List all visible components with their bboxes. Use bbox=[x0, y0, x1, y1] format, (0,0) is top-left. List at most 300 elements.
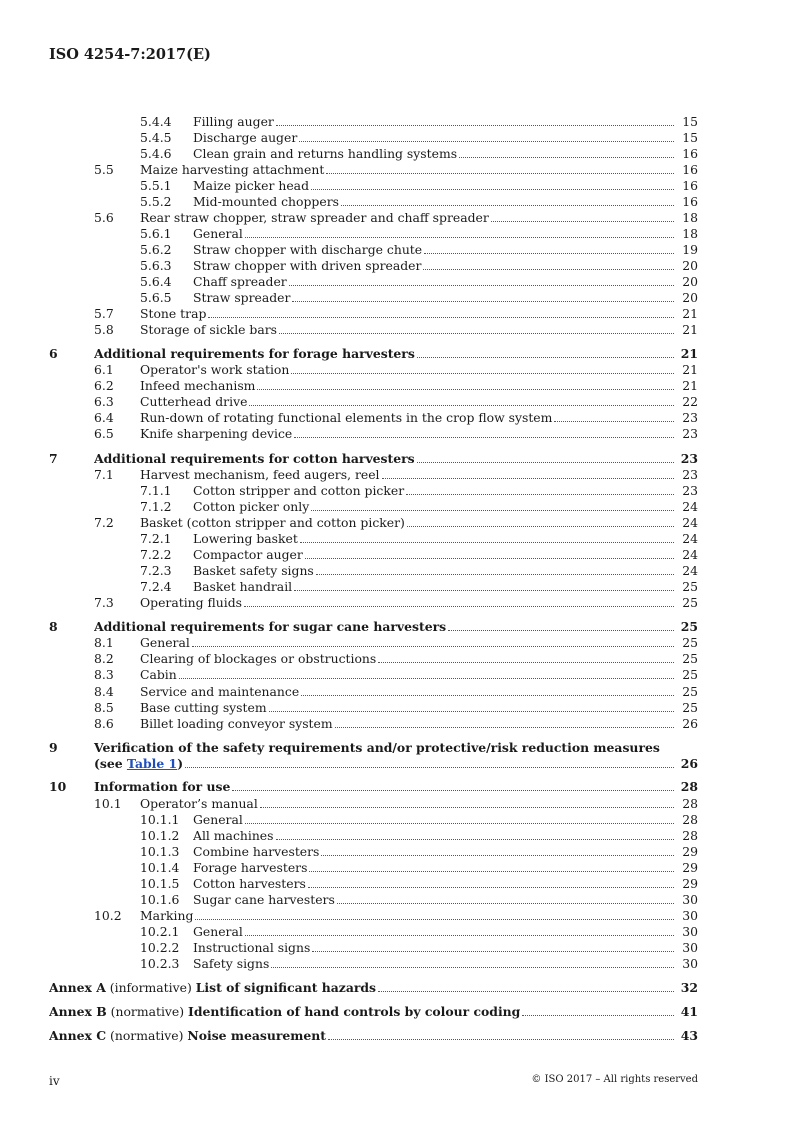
toc-entry-number: 10.2.3 bbox=[140, 956, 180, 971]
dot-leader bbox=[326, 173, 674, 174]
toc-entry-page: 25 bbox=[682, 667, 698, 682]
toc-entry-number: 5.6.4 bbox=[140, 274, 172, 289]
toc-entry[interactable] bbox=[0, 908, 793, 924]
toc-entry-page: 23 bbox=[682, 467, 698, 482]
toc-entry-section-9-cont[interactable] bbox=[0, 756, 793, 772]
toc-entry-leader bbox=[140, 467, 698, 483]
toc-entry[interactable] bbox=[0, 892, 793, 908]
dot-leader bbox=[299, 141, 674, 142]
toc-entry-title: Mid-mounted choppers bbox=[193, 194, 339, 209]
toc-entry[interactable] bbox=[0, 595, 793, 611]
toc-entry-leader bbox=[140, 210, 698, 226]
toc-entry-page: 24 bbox=[682, 499, 698, 514]
toc-entry-title bbox=[49, 980, 376, 996]
toc-entry-page: 20 bbox=[682, 258, 698, 273]
toc-entry-title: Straw chopper with discharge chute bbox=[193, 242, 423, 257]
toc-entry-number: 7.1.1 bbox=[140, 483, 172, 498]
dot-leader bbox=[245, 823, 674, 824]
dot-leader bbox=[378, 662, 674, 663]
toc-entry-number: 5.5.2 bbox=[140, 194, 172, 209]
toc-entry-page: 15 bbox=[682, 130, 698, 145]
toc-entry[interactable] bbox=[0, 844, 793, 860]
toc-entry[interactable] bbox=[0, 812, 793, 828]
toc-entry-number: 6.5 bbox=[94, 426, 114, 441]
toc-entry[interactable] bbox=[0, 258, 793, 274]
dot-leader bbox=[260, 807, 674, 808]
toc-entry-number: 5.4.4 bbox=[140, 114, 172, 129]
toc-entry-number: 6 bbox=[49, 346, 58, 361]
toc-entry-title: Run-down of rotating functional elements in the crop flow system bbox=[140, 410, 553, 425]
toc-entry-number: 10.1.5 bbox=[140, 876, 180, 891]
toc-entry[interactable] bbox=[0, 619, 793, 635]
toc-entry-title: Cabin bbox=[140, 667, 177, 682]
toc-entry[interactable] bbox=[0, 515, 793, 531]
toc-entry-leader bbox=[193, 499, 698, 515]
toc-entry-title: (see Table 1) bbox=[94, 756, 184, 771]
toc-entry-leader bbox=[140, 162, 698, 178]
toc-entry[interactable] bbox=[0, 426, 793, 442]
toc-entry-leader bbox=[49, 980, 698, 996]
dot-leader bbox=[382, 478, 674, 479]
dot-leader bbox=[341, 205, 674, 206]
dot-leader bbox=[309, 871, 674, 872]
toc-entry-number: 8 bbox=[49, 619, 58, 634]
toc-entry-number: 8.1 bbox=[94, 635, 114, 650]
toc-entry-title: General bbox=[140, 635, 190, 650]
toc-entry-title: Clean grain and returns handling systems bbox=[193, 146, 458, 161]
toc-entry-title: Storage of sickle bars bbox=[140, 322, 278, 337]
toc-entry-number: 10.2 bbox=[94, 908, 122, 923]
annex-type: (normative) bbox=[106, 1004, 189, 1019]
toc-entry-title: Base cutting system bbox=[140, 700, 267, 715]
toc-entry-page: 21 bbox=[680, 346, 698, 361]
toc-entry[interactable] bbox=[0, 114, 793, 130]
toc-entry-leader bbox=[140, 635, 698, 651]
toc-entry[interactable] bbox=[0, 290, 793, 306]
toc-annex-entry[interactable] bbox=[0, 1028, 793, 1044]
dot-leader bbox=[291, 373, 674, 374]
toc-entry-title: Verification of the safety requirements and/or protective/risk reduction measures bbox=[94, 740, 660, 755]
toc-entry-title bbox=[49, 1004, 520, 1020]
dot-leader bbox=[311, 510, 674, 511]
toc-entry-number: 6.2 bbox=[94, 378, 114, 393]
annex-type: (informative) bbox=[105, 980, 196, 995]
dot-leader bbox=[522, 1015, 674, 1016]
toc-entry-title: Marking bbox=[140, 908, 194, 923]
dot-leader bbox=[289, 285, 674, 286]
dot-leader bbox=[208, 317, 674, 318]
toc-entry-number: 8.5 bbox=[94, 700, 114, 715]
toc-entry-leader bbox=[193, 114, 698, 130]
toc-entry-page: 16 bbox=[682, 194, 698, 209]
toc-entry-leader bbox=[140, 700, 698, 716]
toc-entry-number: 6.1 bbox=[94, 362, 114, 377]
dot-leader bbox=[276, 125, 674, 126]
toc-entry-leader bbox=[193, 844, 698, 860]
toc-entry-leader bbox=[193, 178, 698, 194]
copyright-notice: © ISO 2017 – All rights reserved bbox=[531, 1074, 698, 1085]
dot-leader bbox=[312, 951, 674, 952]
toc-entry[interactable] bbox=[0, 194, 793, 210]
toc-entry-leader bbox=[193, 579, 698, 595]
toc-entry-page: 15 bbox=[682, 114, 698, 129]
toc-entry[interactable] bbox=[0, 579, 793, 595]
toc-entry-page: 25 bbox=[682, 595, 698, 610]
toc-entry-title: Knife sharpening device bbox=[140, 426, 293, 441]
toc-entry[interactable] bbox=[0, 394, 793, 410]
dot-leader bbox=[195, 919, 674, 920]
toc-entry-number: 6.4 bbox=[94, 410, 114, 425]
toc-entry-number: 5.8 bbox=[94, 322, 114, 337]
toc-entry-title: Operator’s manual bbox=[140, 796, 258, 811]
toc-entry-title: Basket (cotton stripper and cotton picker) bbox=[140, 515, 405, 530]
toc-entry-number: 10.1.2 bbox=[140, 828, 180, 843]
toc-entry[interactable] bbox=[0, 828, 793, 844]
toc-entry-leader bbox=[193, 876, 698, 892]
dot-leader bbox=[311, 189, 674, 190]
toc-entry-page: 25 bbox=[682, 579, 698, 594]
toc-entry[interactable] bbox=[0, 700, 793, 716]
toc-entry-page: 25 bbox=[682, 651, 698, 666]
toc-entry-title: General bbox=[193, 924, 243, 939]
toc-entry-leader bbox=[49, 1004, 698, 1020]
toc-entry-title: Additional requirements for cotton harvesters bbox=[94, 451, 415, 466]
dot-leader bbox=[378, 991, 674, 992]
toc-entry[interactable] bbox=[0, 483, 793, 499]
toc-entry[interactable] bbox=[0, 860, 793, 876]
toc-entry-title: Additional requirements for sugar cane harvesters bbox=[94, 619, 447, 634]
toc-entry-page: 18 bbox=[682, 210, 698, 225]
toc-entry-page: 19 bbox=[682, 242, 698, 257]
toc-entry-title: General bbox=[193, 226, 243, 241]
toc-entry-number: 7.2.2 bbox=[140, 547, 172, 562]
annex-title: Identification of hand controls by colour coding bbox=[188, 1004, 521, 1019]
toc-entry[interactable] bbox=[0, 346, 793, 362]
dot-leader bbox=[232, 790, 674, 791]
toc-entry-leader bbox=[140, 306, 698, 322]
toc-entry[interactable] bbox=[0, 499, 793, 515]
toc-entry-leader bbox=[140, 908, 698, 924]
dot-leader bbox=[294, 437, 674, 438]
toc-entry-number: 10.1.6 bbox=[140, 892, 180, 907]
annex-title: List of significant hazards bbox=[195, 980, 377, 995]
toc-entry[interactable] bbox=[0, 410, 793, 426]
toc-entry[interactable] bbox=[0, 547, 793, 563]
toc-entry-leader bbox=[140, 378, 698, 394]
toc-entry-page: 30 bbox=[682, 908, 698, 923]
toc-entry[interactable] bbox=[0, 924, 793, 940]
toc-entry-title: All machines bbox=[193, 828, 274, 843]
toc-entry-leader bbox=[193, 547, 698, 563]
toc-entry-leader bbox=[193, 892, 698, 908]
toc-entry-page: 25 bbox=[682, 700, 698, 715]
toc-entry[interactable] bbox=[0, 563, 793, 579]
dot-leader bbox=[257, 389, 674, 390]
toc-entry-title: Information for use bbox=[94, 779, 231, 794]
toc-entry[interactable] bbox=[0, 210, 793, 226]
toc-entry[interactable] bbox=[0, 779, 793, 795]
toc-entry-leader bbox=[193, 860, 698, 876]
toc-entry-leader bbox=[49, 1028, 698, 1044]
dot-leader bbox=[279, 333, 674, 334]
annex-label: Annex B bbox=[49, 1004, 107, 1019]
dot-leader bbox=[316, 574, 674, 575]
toc-entry-leader bbox=[140, 667, 698, 683]
table-1-link[interactable]: Table 1 bbox=[126, 756, 178, 771]
dot-leader bbox=[292, 301, 674, 302]
toc-entry-page: 43 bbox=[680, 1028, 698, 1043]
toc-entry-number: 8.6 bbox=[94, 716, 114, 731]
document-id-header: ISO 4254-7:2017(E) bbox=[49, 46, 211, 63]
toc-entry-title: Straw spreader bbox=[193, 290, 291, 305]
dot-leader bbox=[185, 767, 674, 768]
toc-entry-page: 16 bbox=[682, 178, 698, 193]
toc-entry-number: 5.6.5 bbox=[140, 290, 172, 305]
toc-entry-title: Instructional signs bbox=[193, 940, 311, 955]
toc-entry-number: 7.2.4 bbox=[140, 579, 172, 594]
toc-entry[interactable] bbox=[0, 130, 793, 146]
toc-entry[interactable] bbox=[0, 451, 793, 467]
toc-entry-page: 24 bbox=[682, 563, 698, 578]
toc-entry-leader bbox=[193, 924, 698, 940]
dot-leader bbox=[300, 542, 674, 543]
dot-leader bbox=[554, 421, 674, 422]
toc-entry-title: Discharge auger bbox=[193, 130, 298, 145]
toc-entry-leader bbox=[193, 563, 698, 579]
toc-entry[interactable] bbox=[0, 178, 793, 194]
toc-entry-leader bbox=[193, 146, 698, 162]
toc-entry-page: 29 bbox=[682, 876, 698, 891]
toc-entry-page: 21 bbox=[682, 362, 698, 377]
toc-entry-page: 24 bbox=[682, 515, 698, 530]
annex-label: Annex A bbox=[49, 980, 106, 995]
toc-entry-title: Service and maintenance bbox=[140, 684, 300, 699]
toc-entry-leader bbox=[193, 242, 698, 258]
dot-leader bbox=[294, 590, 674, 591]
toc-entry-title: Lowering basket bbox=[193, 531, 298, 546]
toc-entry-title: Chaff spreader bbox=[193, 274, 287, 289]
toc-entry-title: General bbox=[193, 812, 243, 827]
dot-leader bbox=[417, 462, 674, 463]
toc-entry-page: 23 bbox=[682, 410, 698, 425]
toc-entry-page: 29 bbox=[682, 844, 698, 859]
toc-entry-leader bbox=[94, 346, 698, 362]
toc-entry-number: 7.2.3 bbox=[140, 563, 172, 578]
toc-entry-page: 26 bbox=[680, 756, 698, 771]
dot-leader bbox=[328, 1039, 674, 1040]
toc-entry-leader bbox=[140, 322, 698, 338]
toc-entry-title: Straw chopper with driven spreader bbox=[193, 258, 422, 273]
toc-entry-number: 8.2 bbox=[94, 651, 114, 666]
toc-entry-section-9[interactable] bbox=[0, 740, 793, 756]
toc-entry-page: 29 bbox=[682, 860, 698, 875]
toc-entry[interactable] bbox=[0, 146, 793, 162]
toc-entry-title: Combine harvesters bbox=[193, 844, 320, 859]
toc-entry-page: 28 bbox=[682, 812, 698, 827]
toc-entry[interactable] bbox=[0, 242, 793, 258]
toc-entry-leader bbox=[193, 828, 698, 844]
dot-leader bbox=[271, 967, 674, 968]
toc-entry-title: Compactor auger bbox=[193, 547, 303, 562]
toc-entry-page: 32 bbox=[680, 980, 698, 995]
toc-entry-page: 30 bbox=[682, 940, 698, 955]
toc-entry-leader bbox=[94, 619, 698, 635]
toc-entry-leader bbox=[140, 595, 698, 611]
toc-entry-title: Clearing of blockages or obstructions bbox=[140, 651, 377, 666]
toc-entry-number: 10 bbox=[49, 779, 67, 794]
toc-entry-leader bbox=[140, 410, 698, 426]
toc-entry-page: 21 bbox=[682, 322, 698, 337]
dot-leader bbox=[335, 727, 674, 728]
toc-entry-leader bbox=[193, 130, 698, 146]
toc-entry-leader bbox=[193, 531, 698, 547]
toc-entry-page: 41 bbox=[680, 1004, 698, 1019]
toc-entry-leader bbox=[193, 812, 698, 828]
toc-entry-page: 21 bbox=[682, 378, 698, 393]
toc-entry[interactable] bbox=[0, 378, 793, 394]
toc-entry-number: 5.4.5 bbox=[140, 130, 172, 145]
toc-entry[interactable] bbox=[0, 796, 793, 812]
toc-entry-page: 30 bbox=[682, 924, 698, 939]
toc-entry-number: 6.3 bbox=[94, 394, 114, 409]
toc-entry-title: Cotton stripper and cotton picker bbox=[193, 483, 405, 498]
toc-entry-page: 25 bbox=[680, 619, 698, 634]
toc-entry-page: 23 bbox=[682, 483, 698, 498]
toc-entry[interactable] bbox=[0, 876, 793, 892]
toc-entry-leader bbox=[193, 956, 698, 972]
toc-entry-page: 16 bbox=[682, 162, 698, 177]
toc-entry-leader bbox=[140, 362, 698, 378]
toc-entry[interactable] bbox=[0, 226, 793, 242]
toc-entry-number: 5.6 bbox=[94, 210, 114, 225]
toc-entry[interactable] bbox=[0, 940, 793, 956]
toc-entry-leader bbox=[193, 226, 698, 242]
annex-label: Annex C bbox=[49, 1028, 107, 1043]
toc-entry-number: 10.2.2 bbox=[140, 940, 180, 955]
toc-entry-number: 7.1 bbox=[94, 467, 114, 482]
toc-annex-entry[interactable] bbox=[0, 1004, 793, 1020]
toc-entry-leader bbox=[193, 940, 698, 956]
toc-entry[interactable] bbox=[0, 956, 793, 972]
toc-annex-entry[interactable] bbox=[0, 980, 793, 996]
toc-entry-page: 20 bbox=[682, 290, 698, 305]
dot-leader bbox=[459, 157, 674, 158]
dot-leader bbox=[245, 935, 674, 936]
dot-leader bbox=[423, 269, 674, 270]
dot-leader bbox=[448, 630, 674, 631]
dot-leader bbox=[249, 405, 674, 406]
toc-entry-number: 10.1.1 bbox=[140, 812, 180, 827]
toc-entry-title: Basket handrail bbox=[193, 579, 293, 594]
toc-entry-number: 5.6.1 bbox=[140, 226, 172, 241]
toc-entry-page: 20 bbox=[682, 274, 698, 289]
toc-entry-number: 9 bbox=[49, 740, 58, 755]
dot-leader bbox=[301, 695, 674, 696]
toc-entry-leader bbox=[140, 684, 698, 700]
toc-entry[interactable] bbox=[0, 306, 793, 322]
annex-type: (normative) bbox=[106, 1028, 188, 1043]
toc-entry-number: 5.5 bbox=[94, 162, 114, 177]
toc-entry-page: 30 bbox=[682, 892, 698, 907]
toc-entry-leader bbox=[94, 756, 698, 772]
dot-leader bbox=[337, 903, 674, 904]
toc-entry[interactable] bbox=[0, 322, 793, 338]
toc-entry[interactable] bbox=[0, 684, 793, 700]
toc-entry-title: Maize picker head bbox=[193, 178, 310, 193]
toc-entry[interactable] bbox=[0, 467, 793, 483]
toc-entry-page: 18 bbox=[682, 226, 698, 241]
toc-entry-title: Cutterhead drive bbox=[140, 394, 248, 409]
toc-entry[interactable] bbox=[0, 635, 793, 651]
toc-entry-leader bbox=[193, 258, 698, 274]
toc-entry-title: Stone trap bbox=[140, 306, 207, 321]
dot-leader bbox=[269, 711, 674, 712]
toc-entry[interactable] bbox=[0, 362, 793, 378]
toc-entry-title: Forage harvesters bbox=[193, 860, 308, 875]
toc-entry-page: 25 bbox=[682, 684, 698, 699]
page-number-roman: iv bbox=[49, 1074, 60, 1088]
toc-entry-leader bbox=[193, 290, 698, 306]
toc-entry-number: 5.7 bbox=[94, 306, 114, 321]
toc-entry-leader bbox=[140, 426, 698, 442]
dot-leader bbox=[407, 526, 674, 527]
dot-leader bbox=[276, 839, 674, 840]
toc-entry-page: 22 bbox=[682, 394, 698, 409]
toc-entry[interactable] bbox=[0, 162, 793, 178]
toc-entry[interactable] bbox=[0, 651, 793, 667]
dot-leader bbox=[424, 253, 674, 254]
toc-entry-number: 10.1.4 bbox=[140, 860, 180, 875]
dot-leader bbox=[305, 558, 674, 559]
toc-entry-title: Basket safety signs bbox=[193, 563, 314, 578]
toc-entry-number: 5.6.2 bbox=[140, 242, 172, 257]
toc-entry-title: Cotton harvesters bbox=[193, 876, 306, 891]
toc-entry-page: 24 bbox=[682, 531, 698, 546]
toc-entry-number: 10.1.3 bbox=[140, 844, 180, 859]
toc-entry-title: Billet loading conveyor system bbox=[140, 716, 333, 731]
dot-leader bbox=[245, 237, 674, 238]
toc-entry-page: 16 bbox=[682, 146, 698, 161]
toc-entry-number: 7.2.1 bbox=[140, 531, 172, 546]
toc-entry-number: 7.3 bbox=[94, 595, 114, 610]
toc-entry-number: 7.2 bbox=[94, 515, 114, 530]
toc-entry[interactable] bbox=[0, 274, 793, 290]
toc-entry-number: 10.1 bbox=[94, 796, 122, 811]
toc-entry-page: 21 bbox=[682, 306, 698, 321]
toc-entry-title bbox=[49, 1028, 326, 1044]
dot-leader bbox=[308, 887, 674, 888]
toc-entry-leader bbox=[94, 451, 698, 467]
toc-entry[interactable] bbox=[0, 667, 793, 683]
toc-entry-title: Harvest mechanism, feed augers, reel bbox=[140, 467, 380, 482]
toc-entry-leader bbox=[140, 515, 698, 531]
toc-entry-leader bbox=[193, 274, 698, 290]
toc-entry-page: 28 bbox=[680, 779, 698, 794]
toc-entry-page: 28 bbox=[682, 796, 698, 811]
dot-leader bbox=[244, 606, 674, 607]
toc-entry-number: 10.2.1 bbox=[140, 924, 180, 939]
toc-entry[interactable] bbox=[0, 716, 793, 732]
toc-entry-leader bbox=[140, 394, 698, 410]
toc-entry-number: 5.4.6 bbox=[140, 146, 172, 161]
toc-entry[interactable] bbox=[0, 531, 793, 547]
toc-entry-page: 28 bbox=[682, 828, 698, 843]
toc-entry-title: Operating fluids bbox=[140, 595, 243, 610]
toc-entry-page: 24 bbox=[682, 547, 698, 562]
toc-entry-title: Safety signs bbox=[193, 956, 270, 971]
toc-entry-title: Rear straw chopper, straw spreader and chaff spreader bbox=[140, 210, 489, 225]
toc-entry-title: Sugar cane harvesters bbox=[193, 892, 335, 907]
